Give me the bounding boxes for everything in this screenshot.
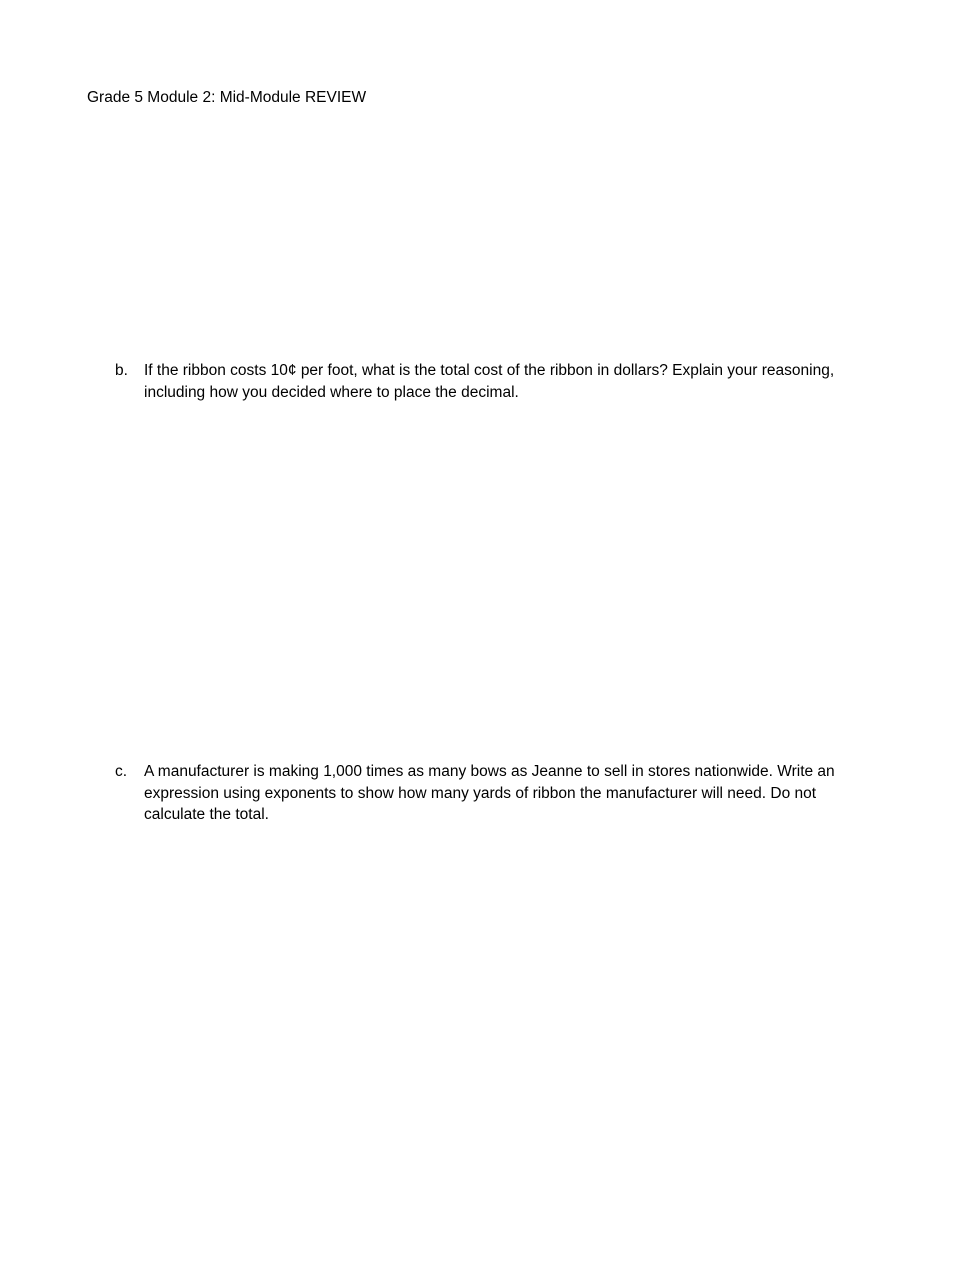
page-header-title: Grade 5 Module 2: Mid-Module REVIEW [87, 89, 367, 106]
question-c-marker: c. [115, 763, 128, 780]
question-c-text: A manufacturer is making 1,000 times as many bows as Jeanne to sell in stores nationwide. Write an expression using exponents to show how many yards of ribbon the manufacturer will need. Do not calculate the total. [144, 763, 835, 823]
question-c [115, 761, 875, 826]
question-b-marker: b. [115, 362, 128, 379]
question-b [115, 360, 875, 403]
question-b-text: If the ribbon costs 10¢ per foot, what is the total cost of the ribbon in dollars? Explain your reasoning, including how you decided where to place the decimal. [144, 362, 835, 401]
